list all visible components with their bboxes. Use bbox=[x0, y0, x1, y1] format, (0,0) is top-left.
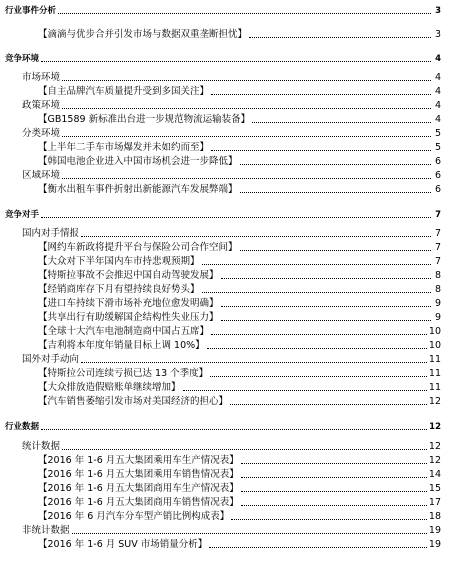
toc-entry-title: 【2016 年 1-6 月五大集团商用车生产情况表】 bbox=[38, 483, 239, 494]
toc-entry-page: 6 bbox=[434, 184, 441, 195]
toc-entry-page: 11 bbox=[428, 368, 441, 379]
toc-entry[interactable] bbox=[5, 3, 441, 17]
toc-entry-title: 【滴滴与优步合并引发市场与数据双重垄断担忧】 bbox=[38, 29, 248, 40]
toc-entry[interactable] bbox=[38, 537, 441, 551]
toc-entry-title: 行业数据 bbox=[5, 422, 40, 432]
toc-entry[interactable] bbox=[38, 380, 441, 394]
toc-entry-title: 【大众排放造假赔账单继续增加】 bbox=[38, 382, 181, 393]
dot-leader bbox=[62, 108, 431, 109]
dot-leader bbox=[211, 150, 431, 151]
toc-entry-page: 5 bbox=[434, 142, 441, 153]
toc-entry-title: 【衡水出租车事件折射出新能源汽车发展弊端】 bbox=[38, 184, 238, 195]
toc-entry-title: 市场环境 bbox=[22, 72, 61, 83]
toc-entry-page: 3 bbox=[434, 29, 441, 40]
toc-entry[interactable] bbox=[22, 352, 441, 366]
dot-leader bbox=[202, 292, 431, 293]
toc-entry-page: 9 bbox=[434, 298, 441, 309]
toc-entry[interactable] bbox=[22, 126, 441, 140]
toc-entry[interactable] bbox=[38, 509, 441, 523]
toc-entry-title: 竞争对手 bbox=[5, 210, 40, 220]
toc-entry[interactable] bbox=[38, 467, 441, 481]
toc-entry-page: 18 bbox=[428, 511, 441, 522]
toc-entry-page: 7 bbox=[435, 210, 441, 220]
dot-leader bbox=[221, 306, 431, 307]
toc-entry[interactable] bbox=[38, 240, 441, 254]
dot-leader bbox=[207, 348, 427, 349]
toc-entry-title: 国内对手情报 bbox=[22, 228, 80, 239]
dot-leader bbox=[81, 362, 427, 363]
toc-entry-page: 15 bbox=[428, 483, 441, 494]
toc-entry-page: 3 bbox=[435, 6, 441, 16]
dot-leader bbox=[249, 37, 431, 38]
toc-entry-page: 19 bbox=[428, 539, 441, 550]
toc-entry-title: 【全球十大汽车电池制造商中国占五席】 bbox=[38, 326, 210, 337]
toc-entry[interactable] bbox=[38, 338, 441, 352]
toc-entry[interactable] bbox=[38, 324, 441, 338]
toc-entry[interactable] bbox=[38, 282, 441, 296]
toc-entry[interactable] bbox=[22, 70, 441, 84]
dot-leader bbox=[81, 236, 431, 237]
toc-entry-page: 7 bbox=[434, 228, 441, 239]
toc-entry-page: 12 bbox=[428, 441, 441, 452]
toc-entry[interactable] bbox=[38, 154, 441, 168]
toc-entry[interactable] bbox=[38, 296, 441, 310]
toc-entry-title: 【2016 年 1-6 月五大集团商用车销售情况表】 bbox=[38, 497, 239, 508]
toc-entry-page: 10 bbox=[428, 326, 441, 337]
toc-entry-title: 区域环境 bbox=[22, 170, 61, 181]
toc-entry-page: 5 bbox=[434, 128, 441, 139]
toc-entry[interactable] bbox=[38, 394, 441, 408]
toc-entry-page: 8 bbox=[434, 270, 441, 281]
toc-entry[interactable] bbox=[38, 481, 441, 495]
toc-entry-title: 【2016 年 1-6 月五大集团乘用车销售情况表】 bbox=[38, 469, 239, 480]
toc-entry-title: 分类环境 bbox=[22, 128, 61, 139]
toc-entry-title: 【特斯拉事故不会推迟中国自动驾驶发展】 bbox=[38, 270, 219, 281]
toc-entry-title: 【2016 年 1-6 月 SUV 市场销量分析】 bbox=[38, 539, 208, 550]
toc-entry-title: 【GB1589 新标准出台进一步规范物流运输装备】 bbox=[38, 114, 251, 125]
toc-entry-page: 14 bbox=[428, 469, 441, 480]
dot-leader bbox=[62, 136, 431, 137]
toc-entry-title: 【特斯拉公司连续亏损已达 13 个季度】 bbox=[38, 368, 209, 379]
dot-leader bbox=[209, 547, 427, 548]
toc-entry[interactable] bbox=[5, 419, 441, 433]
toc-entry-title: 行业事件分析 bbox=[5, 6, 57, 16]
toc-entry-title: 【共享出行有助缓解国企结构性失业压力】 bbox=[38, 312, 219, 323]
dot-leader bbox=[221, 320, 431, 321]
toc-entry-title: 【吉利将本年度年销量目标上调 10%】 bbox=[38, 340, 205, 351]
toc-entry-title: 【自主品牌汽车质量提升受到多国关注】 bbox=[38, 86, 210, 97]
toc-entry[interactable] bbox=[38, 268, 441, 282]
toc-entry[interactable] bbox=[22, 523, 441, 537]
toc-entry-page: 10 bbox=[428, 340, 441, 351]
toc-entry-title: 【上半年二手车市场爆发并未如约而至】 bbox=[38, 142, 210, 153]
toc-entry-page: 17 bbox=[428, 497, 441, 508]
toc-entry[interactable] bbox=[5, 51, 441, 65]
toc-entry-title: 【2016 年 6 月汽车分车型产销比例构成表】 bbox=[38, 511, 230, 522]
toc-entry[interactable] bbox=[38, 182, 441, 196]
toc-entry-title: 【进口车持续下滑市场补充地位愈发明确】 bbox=[38, 298, 219, 309]
dot-leader bbox=[241, 477, 427, 478]
toc-entry-page: 4 bbox=[434, 86, 441, 97]
toc-entry-title: 政策环境 bbox=[22, 100, 61, 111]
dot-leader bbox=[241, 491, 427, 492]
toc-entry[interactable] bbox=[5, 207, 441, 221]
toc-entry[interactable] bbox=[22, 168, 441, 182]
toc-entry[interactable] bbox=[38, 140, 441, 154]
dot-leader bbox=[240, 250, 431, 251]
dot-leader bbox=[62, 80, 431, 81]
toc-entry[interactable] bbox=[22, 439, 441, 453]
toc-entry-page: 12 bbox=[428, 396, 441, 407]
dot-leader bbox=[211, 334, 427, 335]
toc-entry-page: 11 bbox=[428, 382, 441, 393]
dot-leader bbox=[240, 192, 431, 193]
dot-leader bbox=[241, 505, 427, 506]
toc-entry-page: 9 bbox=[434, 312, 441, 323]
toc-entry[interactable] bbox=[38, 254, 441, 268]
dot-leader bbox=[252, 122, 431, 123]
dot-leader bbox=[41, 217, 431, 218]
toc-entry[interactable] bbox=[38, 310, 441, 324]
toc-entry-title: 【经销商库存下月有望持续良好势头】 bbox=[38, 284, 200, 295]
toc-entry-page: 4 bbox=[434, 72, 441, 83]
dot-leader bbox=[231, 519, 427, 520]
dot-leader bbox=[210, 376, 427, 377]
toc-entry-page: 7 bbox=[434, 256, 441, 267]
toc-entry-page: 7 bbox=[434, 242, 441, 253]
toc-entry[interactable] bbox=[22, 226, 441, 240]
toc-entry-title: 【大众对下半年国内车市持悲观预期】 bbox=[38, 256, 200, 267]
toc-entry-title: 非统计数据 bbox=[22, 525, 70, 536]
dot-leader bbox=[230, 404, 427, 405]
dot-leader bbox=[62, 178, 431, 179]
toc-entry-title: 【汽车销售萎缩引发市场对美国经济的担心】 bbox=[38, 396, 229, 407]
dot-leader bbox=[183, 390, 427, 391]
dot-leader bbox=[41, 61, 431, 62]
toc-entry-page: 8 bbox=[434, 284, 441, 295]
toc-entry[interactable] bbox=[22, 98, 441, 112]
toc-entry-page: 6 bbox=[434, 170, 441, 181]
dot-leader bbox=[41, 429, 427, 430]
dot-leader bbox=[62, 449, 427, 450]
toc-entry[interactable] bbox=[38, 112, 441, 126]
toc-entry-page: 12 bbox=[428, 455, 441, 466]
dot-leader bbox=[221, 278, 431, 279]
toc-entry-title: 统计数据 bbox=[22, 441, 61, 452]
toc-entry-page: 4 bbox=[434, 114, 441, 125]
toc-entry[interactable] bbox=[38, 453, 441, 467]
dot-leader bbox=[202, 264, 431, 265]
toc-entry-page: 4 bbox=[435, 54, 441, 64]
toc-entry-title: 【2016 年 1-6 月五大集团乘用车生产情况表】 bbox=[38, 455, 239, 466]
toc-entry-title: 国外对手动向 bbox=[22, 354, 80, 365]
toc-entry[interactable] bbox=[38, 495, 441, 509]
toc-entry-title: 竞争环境 bbox=[5, 54, 40, 64]
dot-leader bbox=[211, 94, 431, 95]
toc-entry-page: 12 bbox=[429, 422, 441, 432]
toc-entry-page: 11 bbox=[428, 354, 441, 365]
toc-entry-page: 4 bbox=[434, 100, 441, 111]
dot-leader bbox=[241, 463, 427, 464]
toc-entry-title: 【韩国电池企业进入中国市场机会进一步降低】 bbox=[38, 156, 238, 167]
dot-leader bbox=[240, 164, 431, 165]
dot-leader bbox=[72, 533, 427, 534]
dot-leader bbox=[58, 13, 431, 14]
toc-entry[interactable] bbox=[38, 27, 441, 41]
toc-entry[interactable] bbox=[38, 84, 441, 98]
toc-entry[interactable] bbox=[38, 366, 441, 380]
toc-entry-page: 6 bbox=[434, 156, 441, 167]
toc-entry-title: 【网约车新政将提升平台与保险公司合作空间】 bbox=[38, 242, 238, 253]
toc-entry-page: 19 bbox=[428, 525, 441, 536]
